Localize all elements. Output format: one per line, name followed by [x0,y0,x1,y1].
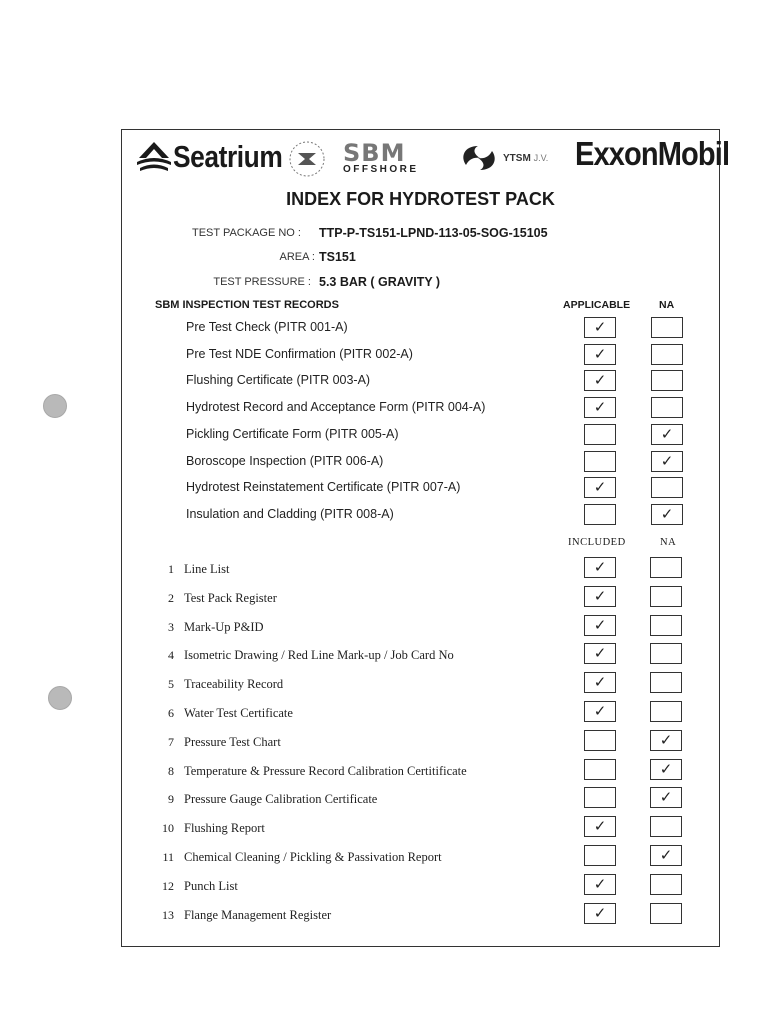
na-checkbox[interactable] [650,816,682,837]
ytsm-logo-text: YTSM [503,153,531,164]
inspection-record-label: Pre Test Check (PITR 001-A) [186,320,348,334]
included-checkbox[interactable]: ✓ [584,586,616,607]
na-checkbox[interactable]: ✓ [650,730,682,751]
area-value: TS151 [319,250,356,264]
seatrium-logo-text: Seatrium [173,139,283,174]
inspection-record-label: Insulation and Cladding (PITR 008-A) [186,506,394,521]
document-number: 5 [168,677,174,692]
na-checkbox[interactable]: ✓ [651,451,683,472]
exxonmobil-logo: ExxonMobil [575,135,730,172]
inspection-record-label: Pickling Certificate Form (PITR 005-A) [186,426,399,441]
area-label: AREA : [279,251,315,263]
offshore-logo-text: OFFSHORE [343,164,419,175]
document-number: 10 [162,821,174,836]
inspection-record-label: Boroscope Inspection (PITR 006-A) [186,453,384,468]
document-number: 12 [162,878,174,893]
document-label: Test Pack Register [184,590,277,605]
applicable-checkbox[interactable]: ✓ [584,370,616,391]
na-checkbox[interactable] [650,643,682,664]
applicable-checkbox[interactable]: ✓ [584,344,616,365]
included-checkbox[interactable] [584,759,616,780]
document-number: 9 [168,792,174,807]
certification-emblem [287,139,327,184]
inspection-record-label: Hydrotest Reinstatement Certificate (PITR 007-A) [186,480,461,495]
seatrium-wave-icon [135,140,173,174]
included-checkbox[interactable]: ✓ [584,615,616,636]
na-checkbox[interactable] [650,586,682,607]
inspection-records-heading: SBM INSPECTION TEST RECORDS [155,299,339,311]
na-checkbox[interactable]: ✓ [651,504,683,525]
applicable-column-header: APPLICABLE [563,299,631,311]
test-pressure-value: 5.3 BAR ( GRAVITY ) [319,275,441,289]
na-checkbox[interactable] [651,344,683,365]
document-label: Line List [184,562,230,576]
na-checkbox[interactable] [651,397,683,418]
document-number: 6 [168,706,174,720]
included-checkbox[interactable] [584,845,616,866]
included-column-header: INCLUDED [568,537,626,548]
document-number: 8 [168,763,174,778]
included-checkbox[interactable] [584,787,616,808]
applicable-checkbox[interactable] [584,504,616,525]
inspection-record-label: Hydrotest Record and Acceptance Form (PITR 004-A) [186,400,486,415]
included-checkbox[interactable]: ✓ [584,557,616,578]
na-checkbox[interactable] [650,672,682,693]
test-package-label: TEST PACKAGE NO : [191,227,301,239]
page-title: INDEX FOR HYDROTEST PACK [286,189,555,209]
document-label: Pressure Test Chart [184,734,281,749]
document-number: 3 [168,619,174,634]
sbm-offshore-logo [343,139,419,175]
inspection-record-label: Flushing Certificate (PITR 003-A) [186,373,371,388]
test-package-value: TTP-P-TS151-LPND-113-05-SOG-15105 [319,226,548,240]
seal-icon [287,139,327,179]
inspection-record-label: Pre Test NDE Confirmation (PITR 002-A) [186,346,413,361]
document-number: 2 [168,590,174,605]
na-checkbox[interactable] [650,874,682,895]
na-checkbox[interactable] [650,903,682,924]
pitr-na-column-header: NA [659,299,675,311]
na-checkbox[interactable] [651,370,683,391]
included-checkbox[interactable]: ✓ [584,672,616,693]
document-label: Mark-Up P&ID [184,619,264,634]
document-label: Chemical Cleaning / Pickling & Passivation Report [184,850,442,864]
seatrium-logo [135,137,302,177]
document-label: Isometric Drawing / Red Line Mark-up / Job Card No [184,648,454,663]
applicable-checkbox[interactable]: ✓ [584,477,616,498]
binder-hole-upper [43,394,67,418]
document-number: 1 [168,562,174,576]
included-checkbox[interactable]: ✓ [584,816,616,837]
document-label: Flange Management Register [184,907,332,922]
ytsm-logo-label [503,153,548,164]
ytsm-logo [458,143,500,178]
ytsm-swirl-icon [458,143,500,173]
applicable-checkbox[interactable] [584,451,616,472]
na-checkbox[interactable] [650,701,682,722]
document-label: Pressure Gauge Calibration Certificate [184,792,378,807]
applicable-checkbox[interactable] [584,424,616,445]
included-checkbox[interactable]: ✓ [584,874,616,895]
included-checkbox[interactable]: ✓ [584,903,616,924]
included-checkbox[interactable] [584,730,616,751]
document-number: 4 [168,648,174,663]
included-checkbox[interactable]: ✓ [584,701,616,722]
applicable-checkbox[interactable]: ✓ [584,397,616,418]
docs-na-column-header: NA [660,537,677,548]
na-checkbox[interactable]: ✓ [651,424,683,445]
na-checkbox[interactable]: ✓ [650,845,682,866]
document-label: Punch List [184,878,238,893]
sbm-logo-text: SBM [343,139,406,167]
included-checkbox[interactable]: ✓ [584,643,616,664]
na-checkbox[interactable]: ✓ [650,787,682,808]
applicable-checkbox[interactable]: ✓ [584,317,616,338]
document-label: Temperature & Pressure Record Calibration Certitificate [184,763,467,778]
na-checkbox[interactable]: ✓ [650,759,682,780]
na-checkbox[interactable] [650,615,682,636]
document-label: Water Test Certificate [184,706,293,720]
ytsm-jv-text: J.V. [533,153,549,163]
test-pressure-label: TEST PRESSURE : [213,276,311,288]
na-checkbox[interactable] [651,477,683,498]
document-label: Flushing Report [184,821,265,836]
na-checkbox[interactable] [650,557,682,578]
document-number: 11 [162,850,174,864]
document-number: 13 [162,907,174,922]
document-label: Traceability Record [184,677,284,692]
na-checkbox[interactable] [651,317,683,338]
binder-hole-lower [48,686,72,710]
document-number: 7 [168,734,174,749]
